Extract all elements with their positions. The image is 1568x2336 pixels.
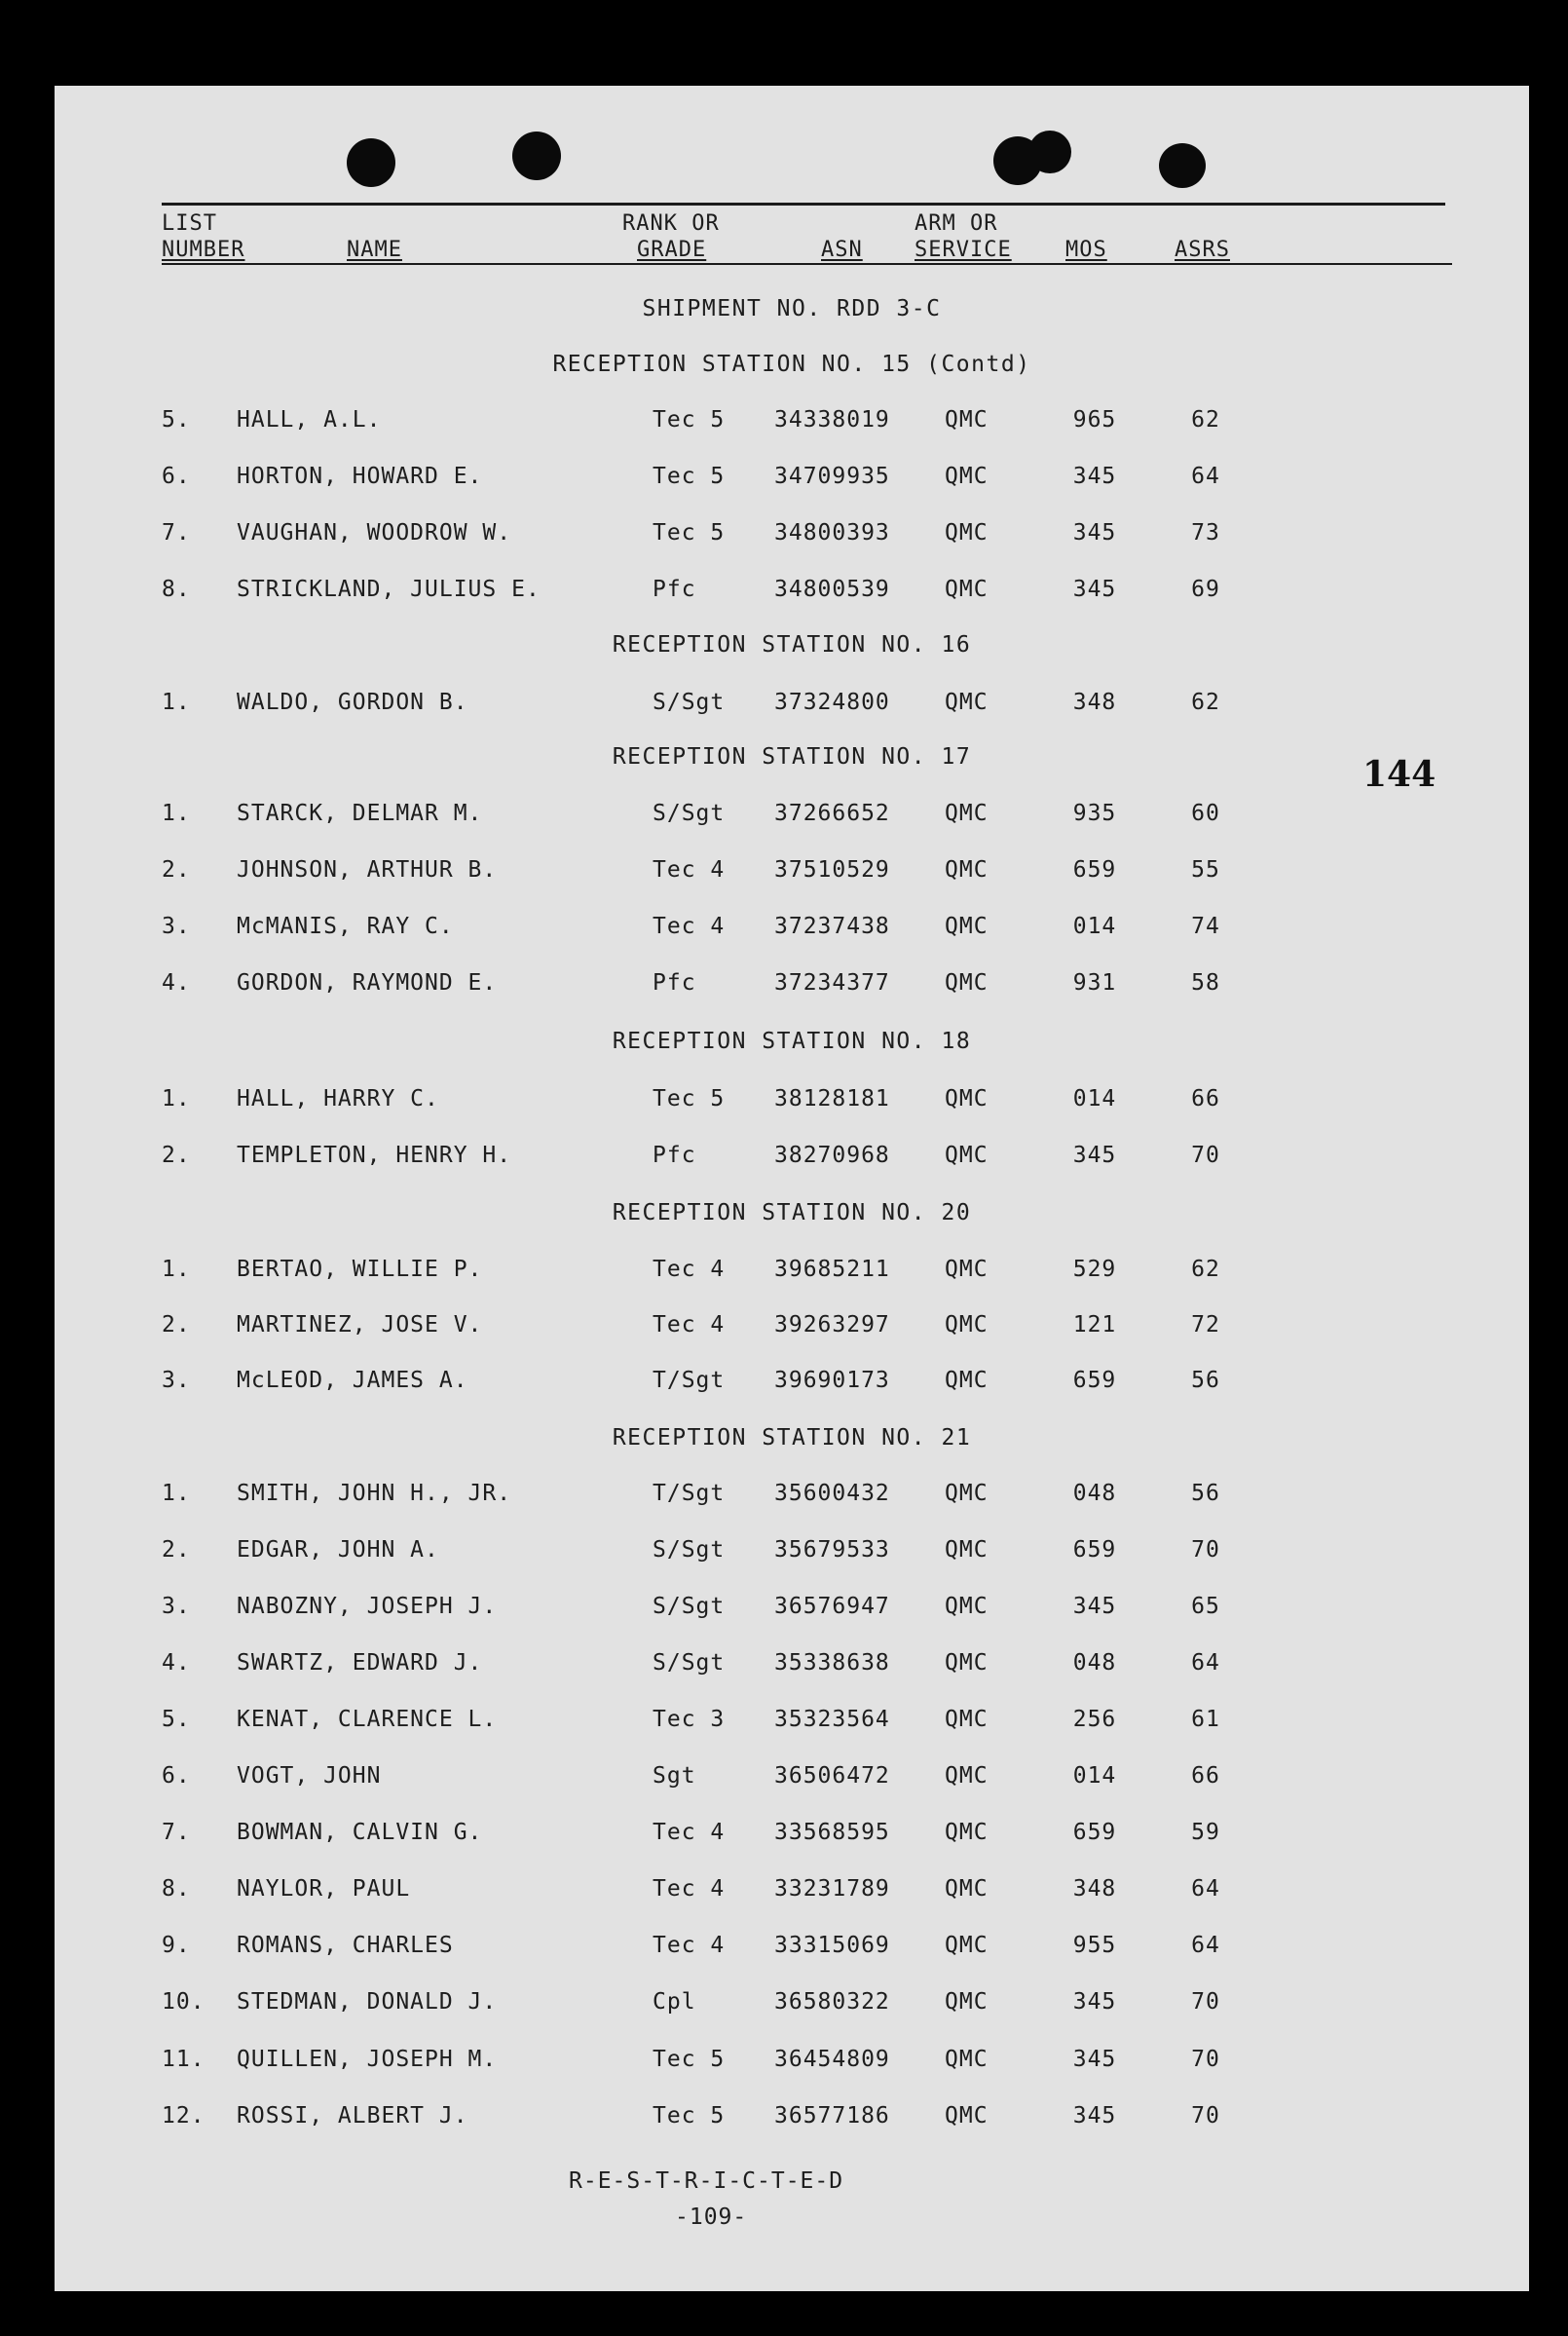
cell-mos: 256 xyxy=(1072,1707,1117,1732)
cell-name: QUILLEN, JOSEPH M. xyxy=(237,2047,498,2072)
cell-name: HALL, A.L. xyxy=(237,407,382,433)
cell-asn: 35338638 xyxy=(774,1650,890,1676)
cell-asn: 34800539 xyxy=(774,577,890,602)
cell-asrs: 59 xyxy=(1191,1820,1220,1845)
cell-name: McMANIS, RAY C. xyxy=(237,914,454,939)
cell-name: TEMPLETON, HENRY H. xyxy=(237,1143,512,1168)
cell-rank: S/Sgt xyxy=(653,1537,726,1563)
cell-asrs: 66 xyxy=(1191,1086,1220,1111)
cell-rank: Cpl xyxy=(653,1989,696,2015)
cell-asrs: 58 xyxy=(1191,970,1220,996)
cell-rank: Tec 3 xyxy=(653,1707,726,1732)
table-row xyxy=(55,1086,1529,1117)
cell-asrs: 70 xyxy=(1191,2047,1220,2072)
table-row xyxy=(55,801,1529,832)
cell-asn: 37510529 xyxy=(774,857,890,883)
header-asrs-label: ASRS xyxy=(1175,238,1230,262)
table-row xyxy=(55,1876,1529,1907)
cell-num: 2. xyxy=(162,857,191,883)
cell-num: 4. xyxy=(162,970,191,996)
table-row xyxy=(55,1312,1529,1343)
cell-asrs: 69 xyxy=(1191,577,1220,602)
cell-arm: QMC xyxy=(945,1481,989,1506)
cell-asn: 37234377 xyxy=(774,970,890,996)
cell-asrs: 64 xyxy=(1191,1650,1220,1676)
cell-rank: Tec 4 xyxy=(653,1312,726,1338)
section-heading xyxy=(55,1200,1529,1225)
cell-rank: Tec 5 xyxy=(653,407,726,433)
cell-name: MARTINEZ, JOSE V. xyxy=(237,1312,483,1338)
cell-asn: 33568595 xyxy=(774,1820,890,1845)
classification-marking: R-E-S-T-R-I-C-T-E-D xyxy=(569,2168,844,2194)
cell-mos: 659 xyxy=(1072,1820,1117,1845)
table-row xyxy=(55,1820,1529,1851)
cell-asn: 37266652 xyxy=(774,801,890,826)
cell-asrs: 64 xyxy=(1191,1876,1220,1902)
cell-mos: 345 xyxy=(1072,520,1117,546)
table-row xyxy=(55,1594,1529,1625)
table-row xyxy=(55,857,1529,888)
cell-num: 5. xyxy=(162,1707,191,1732)
header-service-label: SERVICE xyxy=(915,238,1012,262)
cell-arm: QMC xyxy=(945,1312,989,1338)
cell-name: STRICKLAND, JULIUS E. xyxy=(237,577,541,602)
page-stamp-number: 144 xyxy=(1363,754,1437,795)
cell-arm: QMC xyxy=(945,577,989,602)
section-heading xyxy=(55,1029,1529,1054)
cell-name: VAUGHAN, WOODROW W. xyxy=(237,520,512,546)
cell-name: ROMANS, CHARLES xyxy=(237,1933,454,1958)
cell-num: 4. xyxy=(162,1650,191,1676)
cell-arm: QMC xyxy=(945,1086,989,1111)
cell-name: STARCK, DELMAR M. xyxy=(237,801,483,826)
cell-name: NABOZNY, JOSEPH J. xyxy=(237,1594,498,1619)
table-row xyxy=(55,1933,1529,1964)
cell-rank: Tec 4 xyxy=(653,857,726,883)
cell-mos: 048 xyxy=(1072,1650,1117,1676)
cell-asrs: 70 xyxy=(1191,1989,1220,2015)
cell-rank: T/Sgt xyxy=(653,1368,726,1393)
table-row xyxy=(55,1707,1529,1738)
cell-rank: S/Sgt xyxy=(653,690,726,715)
cell-rank: Tec 5 xyxy=(653,2047,726,2072)
cell-asn: 36577186 xyxy=(774,2103,890,2129)
table-row xyxy=(55,690,1529,721)
table-row xyxy=(55,2103,1529,2134)
cell-asrs: 70 xyxy=(1191,1537,1220,1563)
table-row xyxy=(55,1650,1529,1681)
cell-mos: 345 xyxy=(1072,2047,1117,2072)
cell-rank: Sgt xyxy=(653,1763,696,1789)
cell-mos: 014 xyxy=(1072,1086,1117,1111)
cell-name: HALL, HARRY C. xyxy=(237,1086,439,1111)
shipment-title: SHIPMENT NO. RDD 3-C xyxy=(642,296,942,321)
cell-rank: Tec 4 xyxy=(653,914,726,939)
table-row xyxy=(55,1989,1529,2020)
cell-mos: 659 xyxy=(1072,857,1117,883)
cell-num: 2. xyxy=(162,1537,191,1563)
cell-arm: QMC xyxy=(945,1650,989,1676)
cell-num: 6. xyxy=(162,464,191,489)
cell-rank: Tec 5 xyxy=(653,1086,726,1111)
table-row xyxy=(55,464,1529,495)
cell-asn: 38128181 xyxy=(774,1086,890,1111)
section-title: RECEPTION STATION NO. 16 xyxy=(612,632,972,658)
cell-arm: QMC xyxy=(945,970,989,996)
header-arm-label: ARM OR xyxy=(915,211,998,236)
cell-arm: QMC xyxy=(945,2047,989,2072)
cell-mos: 935 xyxy=(1072,801,1117,826)
punch-hole xyxy=(1028,131,1071,173)
cell-name: VOGT, JOHN xyxy=(237,1763,382,1789)
document-page xyxy=(55,86,1529,2291)
cell-asrs: 72 xyxy=(1191,1312,1220,1338)
punch-hole xyxy=(512,132,561,180)
cell-rank: S/Sgt xyxy=(653,801,726,826)
cell-mos: 014 xyxy=(1072,1763,1117,1789)
header-list-label: LIST xyxy=(162,211,217,236)
cell-arm: QMC xyxy=(945,690,989,715)
cell-num: 3. xyxy=(162,1594,191,1619)
cell-asrs: 66 xyxy=(1191,1763,1220,1789)
table-row xyxy=(55,1257,1529,1288)
cell-mos: 529 xyxy=(1072,1257,1117,1282)
cell-asrs: 65 xyxy=(1191,1594,1220,1619)
cell-asn: 39263297 xyxy=(774,1312,890,1338)
cell-asn: 37324800 xyxy=(774,690,890,715)
cell-asn: 37237438 xyxy=(774,914,890,939)
cell-num: 12. xyxy=(162,2103,205,2129)
cell-arm: QMC xyxy=(945,1707,989,1732)
cell-rank: Tec 4 xyxy=(653,1257,726,1282)
cell-mos: 345 xyxy=(1072,577,1117,602)
header-bottom-rule xyxy=(162,263,1452,265)
cell-name: EDGAR, JOHN A. xyxy=(237,1537,439,1563)
cell-mos: 345 xyxy=(1072,1989,1117,2015)
cell-asrs: 56 xyxy=(1191,1368,1220,1393)
cell-asn: 35600432 xyxy=(774,1481,890,1506)
cell-name: ROSSI, ALBERT J. xyxy=(237,2103,468,2129)
cell-asn: 39690173 xyxy=(774,1368,890,1393)
cell-asrs: 60 xyxy=(1191,801,1220,826)
cell-asrs: 55 xyxy=(1191,857,1220,883)
cell-mos: 931 xyxy=(1072,970,1117,996)
cell-num: 6. xyxy=(162,1763,191,1789)
cell-mos: 121 xyxy=(1072,1312,1117,1338)
cell-mos: 348 xyxy=(1072,690,1117,715)
cell-name: SWARTZ, EDWARD J. xyxy=(237,1650,483,1676)
cell-name: McLEOD, JAMES A. xyxy=(237,1368,468,1393)
cell-mos: 348 xyxy=(1072,1876,1117,1902)
cell-num: 1. xyxy=(162,801,191,826)
cell-arm: QMC xyxy=(945,1933,989,1958)
header-top-rule xyxy=(162,203,1445,206)
cell-arm: QMC xyxy=(945,1763,989,1789)
cell-rank: Tec 4 xyxy=(653,1876,726,1902)
cell-asn: 36454809 xyxy=(774,2047,890,2072)
cell-name: HORTON, HOWARD E. xyxy=(237,464,483,489)
cell-rank: Tec 4 xyxy=(653,1820,726,1845)
table-row xyxy=(55,407,1529,438)
cell-rank: Tec 5 xyxy=(653,2103,726,2129)
cell-asn: 33315069 xyxy=(774,1933,890,1958)
cell-num: 7. xyxy=(162,520,191,546)
cell-num: 3. xyxy=(162,1368,191,1393)
cell-arm: QMC xyxy=(945,464,989,489)
cell-num: 2. xyxy=(162,1143,191,1168)
section-title: RECEPTION STATION NO. 15 (Contd) xyxy=(552,352,1031,377)
cell-rank: S/Sgt xyxy=(653,1594,726,1619)
cell-rank: Pfc xyxy=(653,1143,696,1168)
cell-num: 1. xyxy=(162,1481,191,1506)
header-mos-label: MOS xyxy=(1065,238,1107,262)
cell-arm: QMC xyxy=(945,914,989,939)
punch-hole xyxy=(347,138,395,187)
cell-asrs: 64 xyxy=(1191,1933,1220,1958)
header-rank-label: RANK OR xyxy=(622,211,720,236)
cell-asrs: 61 xyxy=(1191,1707,1220,1732)
cell-mos: 965 xyxy=(1072,407,1117,433)
cell-mos: 345 xyxy=(1072,1594,1117,1619)
cell-num: 1. xyxy=(162,1257,191,1282)
cell-name: BERTAO, WILLIE P. xyxy=(237,1257,483,1282)
cell-asrs: 74 xyxy=(1191,914,1220,939)
table-row xyxy=(55,2047,1529,2078)
header-name-label: NAME xyxy=(347,238,402,262)
cell-name: WALDO, GORDON B. xyxy=(237,690,468,715)
cell-num: 1. xyxy=(162,1086,191,1111)
table-row xyxy=(55,520,1529,551)
cell-num: 2. xyxy=(162,1312,191,1338)
cell-asn: 38270968 xyxy=(774,1143,890,1168)
header-asn-label: ASN xyxy=(821,238,863,262)
cell-asrs: 62 xyxy=(1191,407,1220,433)
table-row xyxy=(55,577,1529,608)
cell-rank: S/Sgt xyxy=(653,1650,726,1676)
cell-name: NAYLOR, PAUL xyxy=(237,1876,411,1902)
cell-mos: 659 xyxy=(1072,1368,1117,1393)
section-title: RECEPTION STATION NO. 18 xyxy=(612,1029,972,1054)
cell-rank: Pfc xyxy=(653,970,696,996)
cell-arm: QMC xyxy=(945,801,989,826)
table-row xyxy=(55,970,1529,1001)
cell-asn: 36506472 xyxy=(774,1763,890,1789)
cell-mos: 014 xyxy=(1072,914,1117,939)
cell-arm: QMC xyxy=(945,1594,989,1619)
header-grade-label: GRADE xyxy=(637,238,707,262)
page-number: -109- xyxy=(675,2204,748,2230)
section-title: RECEPTION STATION NO. 21 xyxy=(612,1425,972,1451)
section-heading xyxy=(55,632,1529,658)
cell-mos: 345 xyxy=(1072,1143,1117,1168)
cell-name: JOHNSON, ARTHUR B. xyxy=(237,857,498,883)
table-row xyxy=(55,1537,1529,1568)
cell-asrs: 62 xyxy=(1191,690,1220,715)
table-row xyxy=(55,1368,1529,1399)
cell-num: 11. xyxy=(162,2047,205,2072)
cell-rank: Tec 4 xyxy=(653,1933,726,1958)
cell-arm: QMC xyxy=(945,520,989,546)
cell-asn: 36580322 xyxy=(774,1989,890,2015)
cell-num: 7. xyxy=(162,1820,191,1845)
cell-asrs: 73 xyxy=(1191,520,1220,546)
cell-asn: 34800393 xyxy=(774,520,890,546)
cell-asrs: 56 xyxy=(1191,1481,1220,1506)
cell-arm: QMC xyxy=(945,1368,989,1393)
cell-asn: 33231789 xyxy=(774,1876,890,1902)
cell-arm: QMC xyxy=(945,1537,989,1563)
cell-mos: 345 xyxy=(1072,464,1117,489)
cell-name: BOWMAN, CALVIN G. xyxy=(237,1820,483,1845)
cell-asn: 34709935 xyxy=(774,464,890,489)
cell-asrs: 62 xyxy=(1191,1257,1220,1282)
cell-rank: T/Sgt xyxy=(653,1481,726,1506)
cell-mos: 955 xyxy=(1072,1933,1117,1958)
cell-rank: Pfc xyxy=(653,577,696,602)
cell-name: SMITH, JOHN H., JR. xyxy=(237,1481,512,1506)
cell-name: GORDON, RAYMOND E. xyxy=(237,970,498,996)
section-title: RECEPTION STATION NO. 17 xyxy=(612,744,972,770)
cell-mos: 659 xyxy=(1072,1537,1117,1563)
header-number-label: NUMBER xyxy=(162,238,245,262)
cell-arm: QMC xyxy=(945,407,989,433)
punch-hole xyxy=(1159,143,1206,188)
table-row xyxy=(55,1481,1529,1512)
table-row xyxy=(55,1143,1529,1174)
cell-mos: 048 xyxy=(1072,1481,1117,1506)
cell-num: 8. xyxy=(162,577,191,602)
section-heading xyxy=(55,1425,1529,1451)
cell-asn: 35323564 xyxy=(774,1707,890,1732)
section-heading xyxy=(55,352,1529,377)
cell-arm: QMC xyxy=(945,2103,989,2129)
cell-asn: 34338019 xyxy=(774,407,890,433)
cell-arm: QMC xyxy=(945,1989,989,2015)
cell-num: 8. xyxy=(162,1876,191,1902)
cell-num: 1. xyxy=(162,690,191,715)
section-title: RECEPTION STATION NO. 20 xyxy=(612,1200,972,1225)
section-heading xyxy=(55,744,1529,770)
cell-rank: Tec 5 xyxy=(653,464,726,489)
cell-arm: QMC xyxy=(945,1876,989,1902)
cell-num: 3. xyxy=(162,914,191,939)
cell-asrs: 64 xyxy=(1191,464,1220,489)
cell-name: KENAT, CLARENCE L. xyxy=(237,1707,498,1732)
cell-asrs: 70 xyxy=(1191,2103,1220,2129)
cell-name: STEDMAN, DONALD J. xyxy=(237,1989,498,2015)
table-row xyxy=(55,1763,1529,1794)
cell-asn: 39685211 xyxy=(774,1257,890,1282)
cell-asrs: 70 xyxy=(1191,1143,1220,1168)
cell-rank: Tec 5 xyxy=(653,520,726,546)
cell-asn: 36576947 xyxy=(774,1594,890,1619)
cell-num: 5. xyxy=(162,407,191,433)
cell-mos: 345 xyxy=(1072,2103,1117,2129)
cell-num: 10. xyxy=(162,1989,205,2015)
cell-arm: QMC xyxy=(945,1820,989,1845)
cell-arm: QMC xyxy=(945,857,989,883)
cell-arm: QMC xyxy=(945,1143,989,1168)
cell-arm: QMC xyxy=(945,1257,989,1282)
cell-asn: 35679533 xyxy=(774,1537,890,1563)
cell-num: 9. xyxy=(162,1933,191,1958)
table-row xyxy=(55,914,1529,945)
